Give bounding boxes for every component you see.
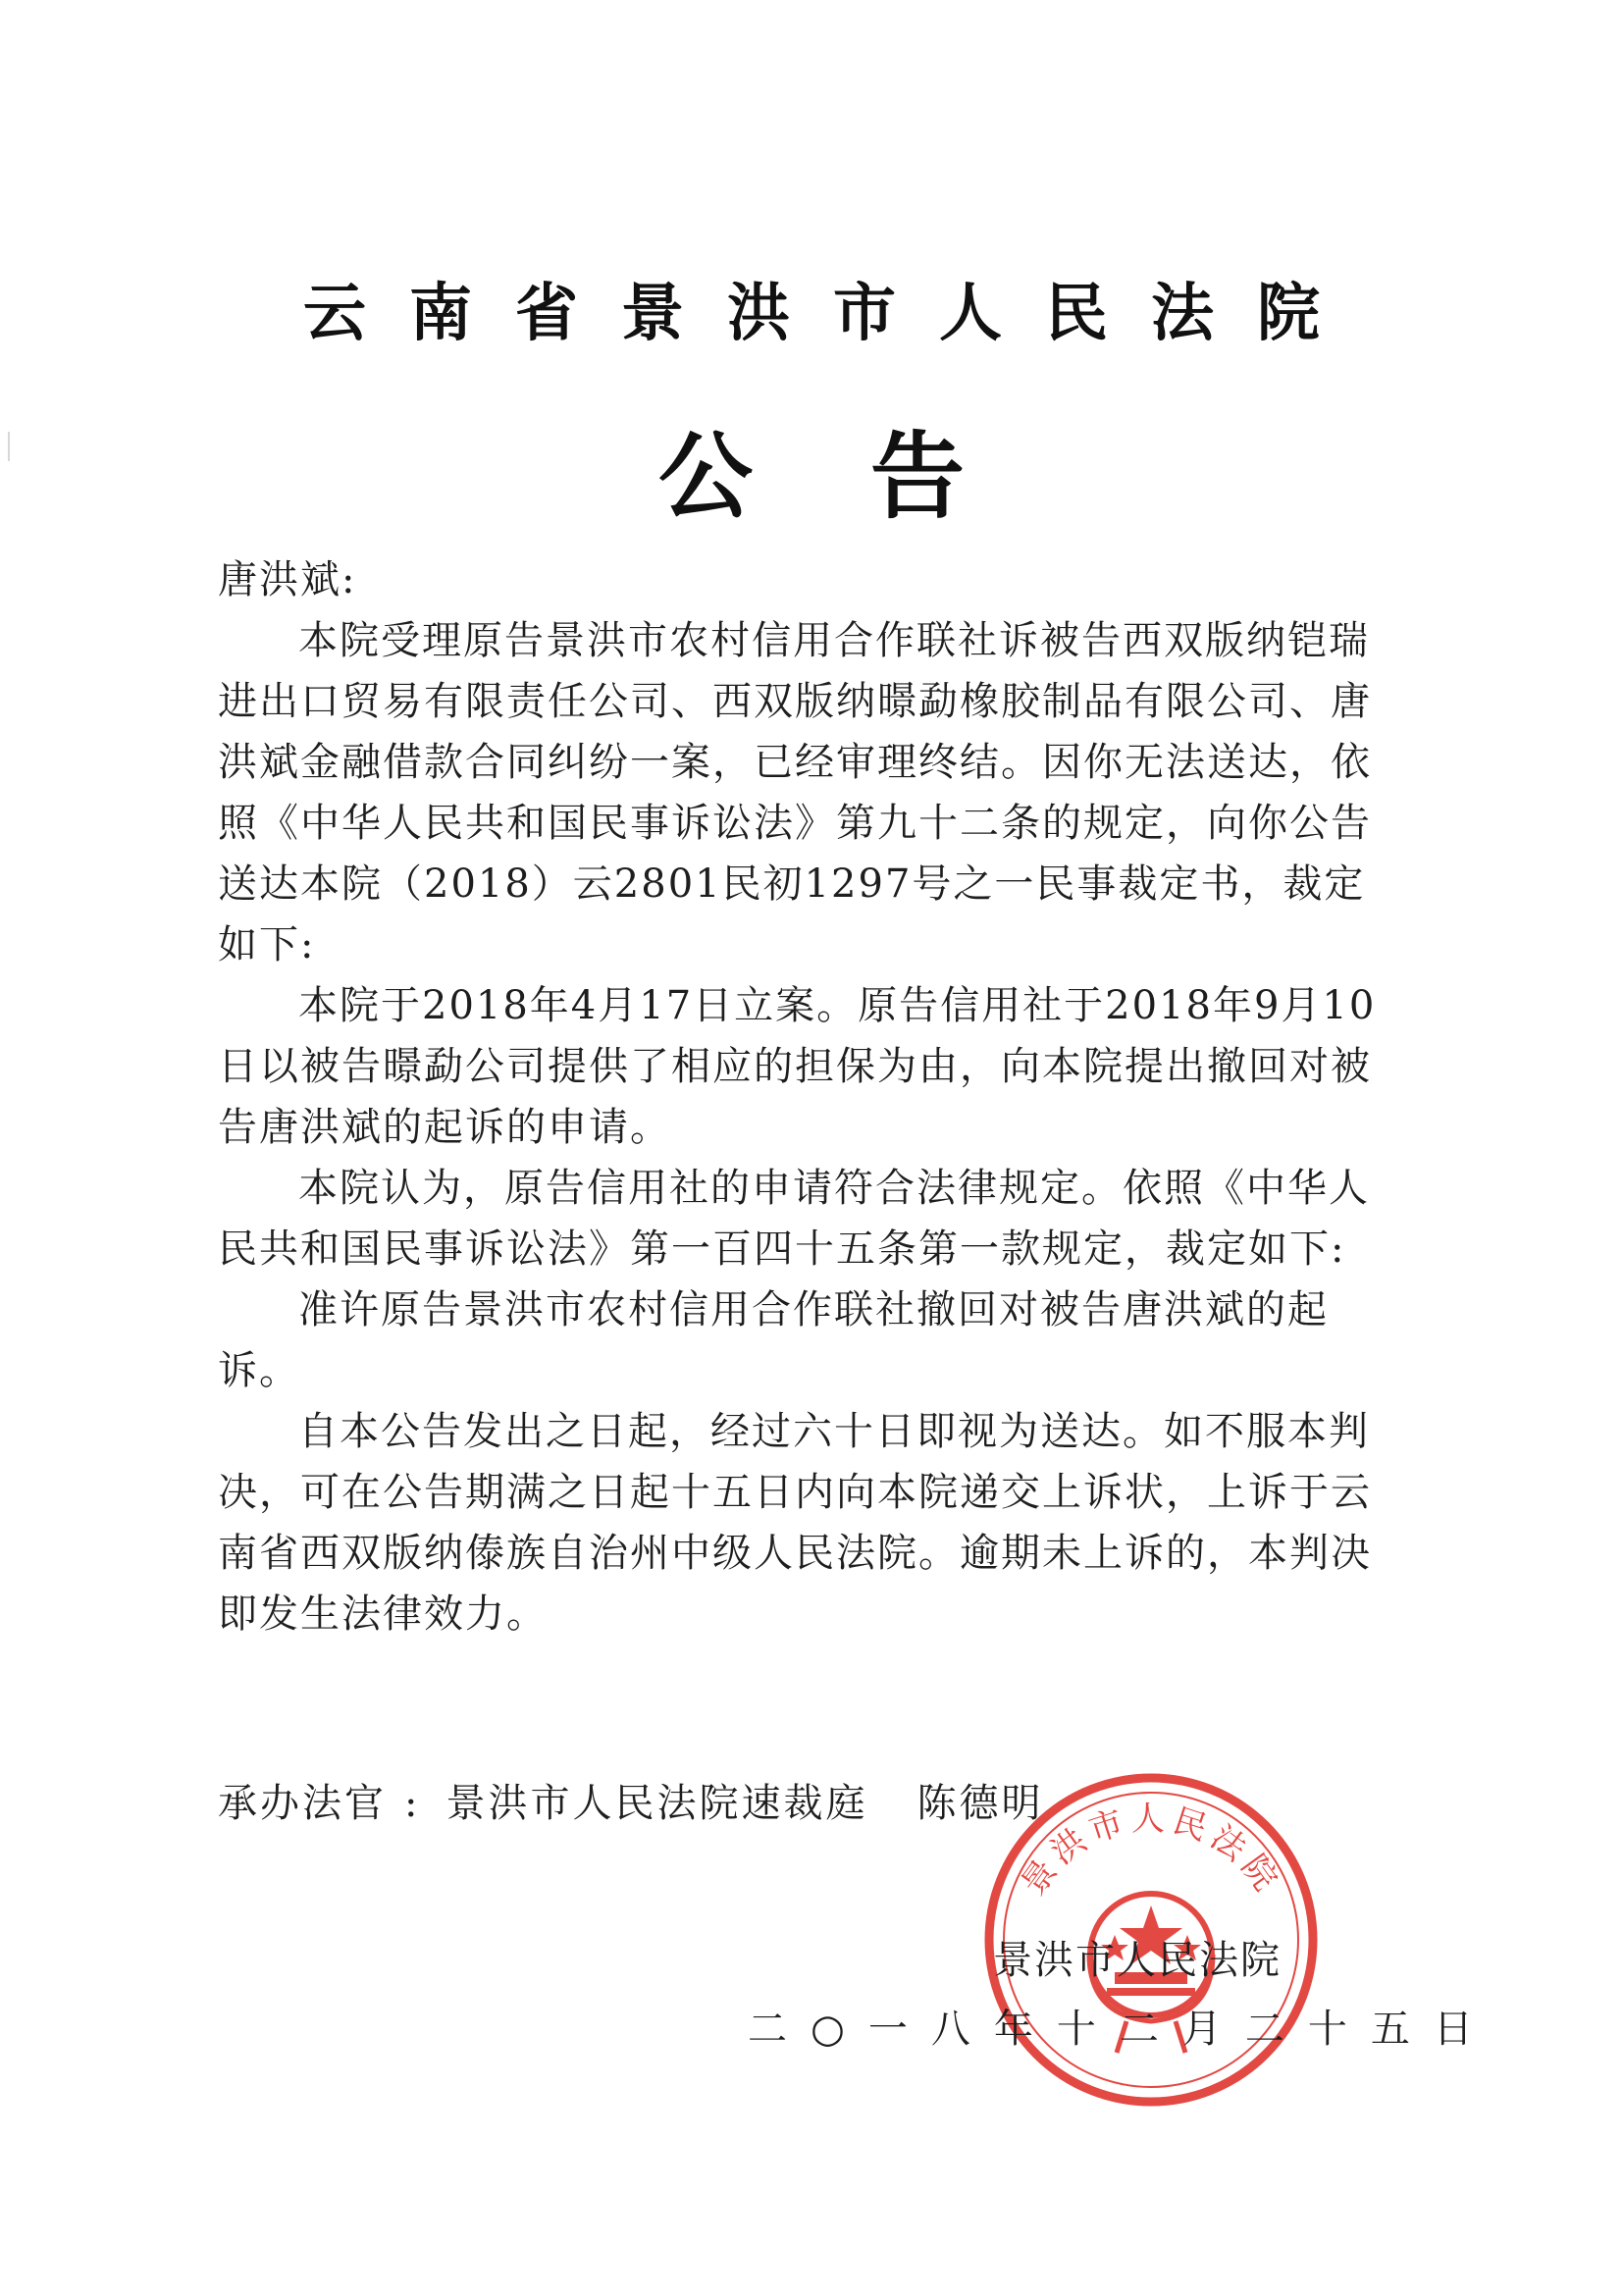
judge-department: 景洪市人民法院速裁庭: [445, 1781, 868, 1826]
paragraph-appeal-notice: 自本公告发出之日起，经过六十日即视为送达。如不服本判决，可在公告期满之日起十五日内向本院递交上诉状，上诉于云南省西双版纳傣族自治州中级人民法院。逾期未上诉的，本判决即发生法律效力。: [218, 1409, 1372, 1637]
paragraph-filing: 本院于2018年4月17日立案。原告信用社于2018年9月10日以被告暻勐公司提供了相应的担保为由，向本院提出撤回对被告唐洪斌的起诉的申请。: [218, 983, 1377, 1150]
judge-name: 陈德明: [916, 1781, 1044, 1826]
notice-body: [218, 549, 1386, 1644]
paragraph-court-opinion: 本院认为，原告信用社的申请符合法律规定。依照《中华人民共和国民事诉讼法》第一百四十五条第一款规定，裁定如下:: [218, 1166, 1370, 1272]
document-title: 公告: [658, 422, 1082, 532]
paragraph-case-service: 本院受理原告景洪市农村信用合作联社诉被告西双版纳铠瑞进出口贸易有限责任公司、西双版纳暻勐橡胶制品有限公司、唐洪斌金融借款合同纠纷一案，已经审理终结。因你无法送达，依照《中华人民共和国民事诉讼法》第九十二条的规定，向你公告送达本院（2018）云2801民初1297号之一民事裁定书，裁定如下:: [218, 618, 1372, 967]
court-signature: 景洪市人民法院: [993, 1938, 1282, 1983]
salutation: 唐洪斌:: [218, 557, 357, 602]
judge-info: [218, 1772, 1043, 1828]
issue-date: 二○一八年十二月二十五日: [748, 2007, 1496, 2052]
court-name-heading: 云南省景洪市人民法院: [303, 278, 1363, 350]
judge-colon: :: [404, 1781, 421, 1826]
paragraph-ruling: 准许原告景洪市农村信用合作联社撤回对被告唐洪斌的起诉。: [218, 1287, 1329, 1393]
seal-arc-text: 景洪市人民法院: [1014, 1800, 1288, 1904]
judge-label: 承办法官: [218, 1781, 387, 1826]
